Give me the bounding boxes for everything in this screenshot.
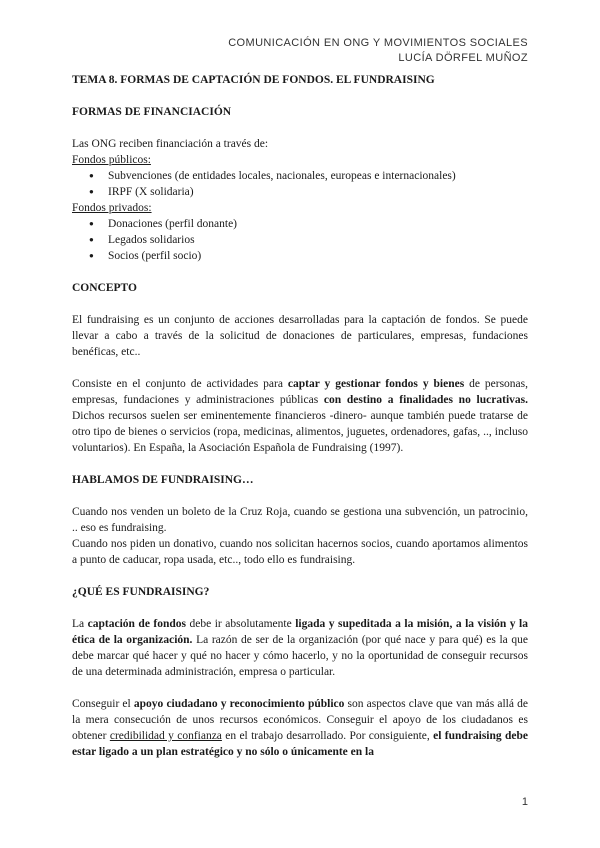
hablamos-paragraph-1: Cuando nos venden un boleto de la Cruz Roja, cuando se gestiona una subvención, un patrocinio, .. eso es fundraising.: [72, 506, 528, 534]
public-funds-label: Fondos públicos:: [72, 154, 151, 166]
list-item: ● Donaciones (perfil donante): [108, 216, 528, 232]
section-heading-financiacion: FORMAS DE FINANCIACIÓN: [72, 106, 232, 118]
page-header: [228, 36, 528, 66]
section-heading-hablamos: HABLAMOS DE FUNDRAISING…: [72, 474, 254, 486]
section-heading-que-es: ¿QUÉ ES FUNDRAISING?: [72, 586, 210, 598]
page-number: 1: [521, 796, 528, 808]
document-title: TEMA 8. FORMAS DE CAPTACIÓN DE FONDOS. EL FUNDRAISING: [72, 74, 435, 86]
financiacion-intro: Las ONG reciben financiación a través de:: [72, 138, 269, 150]
header-course-title: COMUNICACIÓN EN ONG Y MOVIMIENTOS SOCIALES: [228, 37, 528, 49]
section-heading-concepto: CONCEPTO: [72, 282, 137, 294]
header-author: LUCÍA DÖRFEL MUÑOZ: [398, 52, 528, 64]
hablamos-paragraph-2: Cuando nos piden un donativo, cuando nos solicitan hacernos socios, cuando aportamos alimentos a punto de caducar, ropa usada, etc.., todo ello es fundraising.: [72, 538, 528, 566]
concepto-paragraph-2: Consiste en el conjunto de actividades para captar y gestionar fondos y bienes de personas, empresas, fundaciones y administraciones públicas con destino a finalidades no lucrativas. Dichos recursos suelen ser eminentemente financieros -dinero- aunque también puede tratarse de otro tipo de bienes o servicios (ropa, medicinas, alimentos, juguetes, ordenadores, gafas, .., incluso voluntarios). En España, la Asociación Española de Fundraising (1997).: [72, 378, 529, 454]
list-item: ● IRPF (X solidaria): [108, 184, 528, 200]
public-funds-list: [72, 168, 528, 200]
que-es-paragraph-1: La captación de fondos debe ir absolutamente ligada y supeditada a la misión, a la visión y la ética de la organización. La razón de ser de la organización (por qué nace y para qué) es la que debe marcar qué hacer y qué no hacer y cómo hacerlo, y no la oportunidad de conseguir recursos de una determinada administración, empresa o particular.: [72, 618, 528, 678]
que-es-paragraph-2: Conseguir el apoyo ciudadano y reconocimiento público son aspectos clave que van más allá de la mera consecución de unos recursos económicos. Conseguir el apoyo de los ciudadanos es obtener credibilidad y confianza en el trabajo desarrollado. Por consiguiente, el fundraising debe estar ligado a un plan estratégico y no sólo o únicamente en la: [72, 698, 528, 758]
private-funds-label: Fondos privados:: [72, 202, 152, 214]
list-item: ● Legados solidarios: [108, 232, 528, 248]
document-body: [72, 72, 528, 760]
list-item: ● Subvenciones (de entidades locales, nacionales, europeas e internacionales): [108, 168, 528, 184]
private-funds-list: [72, 216, 528, 264]
list-item: ● Socios (perfil socio): [108, 248, 528, 264]
concepto-paragraph-1: El fundraising es un conjunto de acciones desarrolladas para la captación de fondos. Se puede llevar a cabo a través de la solicitud de donaciones de particulares, empresas, fundaciones benéficas, etc..: [72, 314, 528, 358]
